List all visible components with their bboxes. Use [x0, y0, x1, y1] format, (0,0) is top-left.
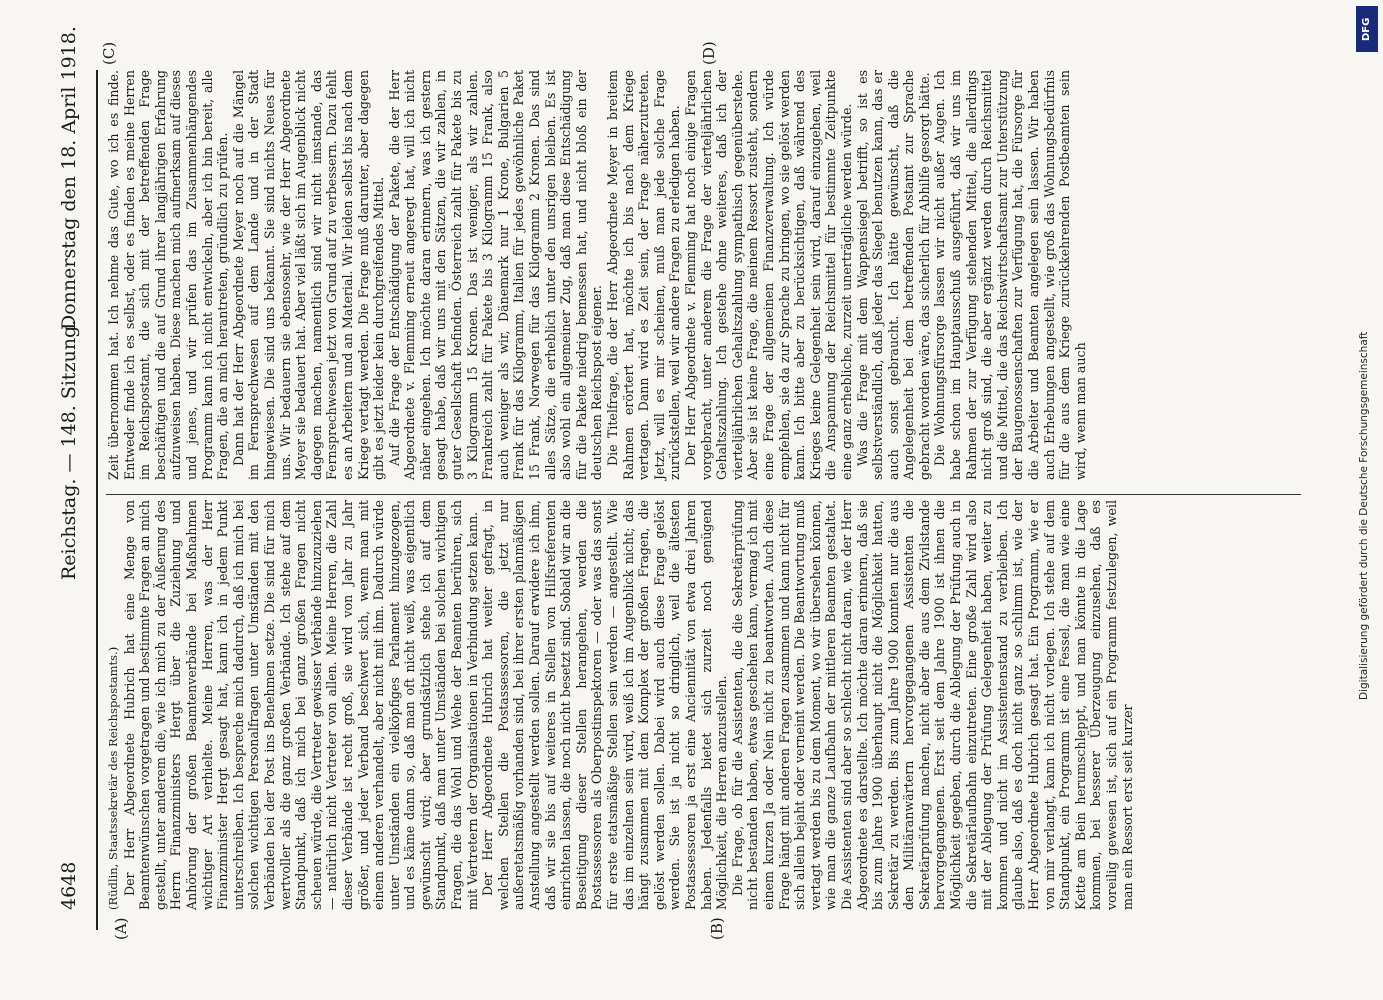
margin-marker-a: (A) — [112, 917, 130, 940]
right-text-column — [106, 70, 1306, 480]
margin-marker-b: (B) — [708, 917, 726, 940]
paragraph: Der Herr Abgeordnete Hubrich hat eine Menge von Beamtenwünschen vorgetragen und bestimmte Fragen an mich gestellt, unter anderem die, wie ich mich zu der Äußerung des Herrn Finanzministers Hergt über die Zuziehung und Anhörung der großen Beamtenverbände bei Maßnahmen wichtiger Art verhielte. Meine Herren, was der Herr Finanzminister Hergt gesagt hat, kann ich in jedem Punkt unterschreiben. Ich bespreche mich dadurch, daß ich mich bei solchen wichtigen Personalfragen unter Umständen mit den Verbänden bei der Post ins Benehmen setze. Die sind für mich wertvoller als die ganz großen Verbände. Ich stehe auf dem Standpunkt, daß ich mich bei ganz großen Fragen nicht scheuen würde, die Vertreter gewisser Verbände hinzuzuziehen — natürlich nicht Vertreter von allen. Meine Herren, die Zahl dieser Verbände ist recht groß, sie wird von Jahr zu Jahr größer, und jeder Verband beschwert sich, wenn man mit einem anderen verhandelt, aber nicht mit ihm. Dadurch würde unter Umständen ein vielköpfiges Parlament hinzugezogen, und es käme dann so, daß man oft nicht weiß, was eigentlich gewünscht wird; aber grundsätzlich stehe ich auf dem Standpunkt, daß man unter Umständen bei solchen wichtigen Fragen, die das Wohl und Wehe der Beamten berühren, sich mit Vertretern der Organisationen in Verbindung setzen kann. — [121, 500, 480, 910]
margin-marker-c: (C) — [100, 41, 118, 65]
speaker-prefix: (Rüdlin, Staatssekretär des Reichspostamts.) — [106, 646, 120, 910]
paragraph: Die Wohnungsfürsorge lassen wir nicht außer Augen. Ich habe schon im Hauptausschuß ausgeführt, daß wir uns im Rahmen der zur Verfügung stehenden Mittel, die allerdings nicht groß sind, die aber ergänzt werden durch Reichsmittel und die Mittel, die das Reichswirtschaftsamt zur Unterstützung der Baugenossenschaften zur Verfügung hat, die Fürsorge für die Arbeiter und Beamten angelegen sein lassen. Wir haben auch Erhebungen angestellt, wie groß das Wohnungsbedürfnis für die aus dem Kriege zurückkehrenden Postbeamten sein wird, wenn man auch — [932, 70, 1088, 480]
paragraph: Der Herr Abgeordnete Hubrich hat weiter gefragt, in welchen Stellen die Postassessoren, die jetzt nur außeretatsmäßig vorhanden sind, bei ihrer ersten planmäßigen Anstellung angestellt werden sollen. Darauf erwidere ich ihm, daß wir sie bis auf weiteres in Stellen von Hilfsreferenten einrichten lassen, die noch nicht besetzt sind. Sobald wir an die Beseitigung dieser Stellen herangehen, werden die Postassessoren als Oberpostinspektoren — oder was das sonst für erste etatsmäßige Stellen sein werden — angestellt. Wie das im einzelnen sein wird, weiß ich im Augenblick nicht; das hängt zusammen mit dem Komplex der großen Fragen, die gelöst werden sollen. Dabei wird auch diese Frage gelöst werden. Sie ist ja nicht so dringlich, weil die ältesten Postassessoren ja erst eine Anciennität von etwa drei Jahren haben. Jedenfalls bietet sich zurzeit noch genügend Möglichkeit, die Herren anzustellen. — [480, 500, 730, 910]
paragraph: Was die Frage mit dem Wappensiegel betrifft, so ist es selbstverständlich, daß jeder das Siegel benutzen kann, das er auch sonst gebraucht. Ich hätte gewünscht, daß die Angelegenheit bei dem betreffenden Postamt zur Sprache gebracht worden wäre, das sicherlich für Abhilfe gesorgt hätte. — [854, 70, 932, 480]
digitization-notice: Digitalisierung gefördert durch die Deutsche Forschungsgemeinschaft — [1358, 331, 1370, 700]
dfg-logo: DFG — [1356, 6, 1378, 52]
page-number: 4648 — [58, 861, 80, 910]
paragraph: Die Titelfrage, die der Herr Abgeordnete Meyer in breitem Rahmen erörtert hat, möchte ich bis nach dem Kriege vertagen. Dann wird es Zeit sein, der Frage näherzutreten. Jetzt, will es mir scheinen, muß man jede solche Frage zurückstellen, weil wir andere Fragen zu erledigen haben. — [605, 70, 683, 480]
paragraph: Dann hat der Herr Abgeordnete Meyer noch auf die Mängel im Fernsprechwesen auf dem Lande und in der Stadt hingewiesen. Die sind uns bekannt. Sie sind nichts Neues für uns. Wir bedauern sie ebensosehr, wie der Herr Abgeordnete Meyer sie bedauert hat. Aber viel läßt sich im Augenblick nicht dagegen machen, namentlich sind wir nicht imstande, das Fernsprechwesen jetzt von Grund auf zu verbessern. Dazu fehlt es an Arbeitern und an Material. Wir leiden selbst bis nach dem Kriege vertagt werden. Die Frage muß darunter, aber dagegen gibt es jetzt leider kein durchgreifendes Mittel. — [230, 70, 387, 480]
left-text-column — [106, 500, 1306, 910]
session-date: Donnerstag den 18. April 1918. — [58, 26, 80, 330]
column-divider — [106, 494, 1301, 495]
paragraph: Auf die Frage der Entschädigung der Pakete, die der Herr Abgeordnete v. Flemming erneut angeregt hat, will ich nicht näher eingehen. Ich möchte daran erinnern, was ich gestern gesagt habe, daß wir uns mit den Sätzen, die wir zahlen, in guter Gesellschaft befinden. Österreich zahlt für Pakete bis zu 3 Kilogramm 15 Kronen. Das ist weniger, als wir zahlen. Frankreich zahlt für Pakete bis 3 Kilogramm 15 Frank, also auch weniger als wir, Dänemark nur 1 Krone, Bulgarien 5 Frank für das Kilogramm, Italien für jedes gewöhnliche Paket 15 Frank, Norwegen für das Kilogramm 2 Kronen. Das sind alles Sätze, die erheblich unter den unsrigen bleiben. Es ist also wohl ein allgemeiner Zug, daß man diese Entschädigung für die Pakete niedrig bemessen hat, und nicht bloß ein der deutschen Reichspost eigener. — [386, 70, 605, 480]
paragraph: Der Herr Abgeordnete v. Flemming hat noch einige Fragen vorgebracht, unter anderem die Frage der vierteljährlichen Gehaltszahlung. Ich gestehe ohne weiteres, daß ich der vierteljährlichen Gehaltszahlung sympathisch gegenüberstehe. Aber sie ist keine Frage, die meinem Ressort zusteht, sondern eine Frage der allgemeinen Finanzverwaltung. Ich würde empfehlen, sie da zur Sprache zu bringen, wo sie gelöst werden kann. Ich bitte aber zu berücksichtigen, daß während des Krieges keine Gelegenheit sein wird, darauf einzugehen, weil die Anspannung der Reichsmittel für bestimmte Zeitpunkte eine ganz erhebliche, zurzeit unerträgliche werden würde. — [682, 70, 854, 480]
paragraph: Die Frage, ob für die Assistenten, die die Sekretärprüfung nicht bestanden haben, etwas geschehen kann, vermag ich mit einem kurzen Ja oder Nein nicht zu beantworten. Auch diese Frage hängt mit anderen Fragen zusammen und kann nicht für sich allein bejaht oder verneint werden. Die Beantwortung muß vertagt werden bis zu dem Moment, wo wir übersehen können, wie man die ganze Laufbahn der mittleren Beamten gestaltet. Die Assistenten sind aber so schlecht nicht daran, wie der Herr Abgeordnete es darstellte. Ich möchte daran erinnern, daß sie bis zum Jahre 1900 überhaupt nicht die Möglichkeit hatten, Sekretär zu werden. Bis zum Jahre 1900 konnten nur die aus den Militäranwärtern hervorgegangenen Assistenten die Sekretärprüfung machen, nicht aber die aus dem Zivilstande hervorgegangenen. Erst seit dem Jahre 1900 ist ihnen die Möglichkeit gegeben, durch die Ablegung der Prüfung auch in die Sekretärlaufbahn einzutreten. Eine große Zahl wird also mit der Ablegung der Prüfung Gelegenheit haben, weiter zu kommen und nicht im Assistentenstand zu verbleiben. Ich glaube also, daß es doch nicht ganz so schlimm ist, wie der Herr Abgeordnete Hubrich gesagt hat. Ein Programm, wie er von mir verlangt, kann ich nicht vorlegen. Ich stehe auf dem Standpunkt, ein Programm ist eine Fessel, die man wie eine Kette am Bein herumschleppt, und man könnte in die Lage kommen, bei besserer Überzeugung einzusehen, daß es voreilig gewesen ist, sich auf ein Programm festzulegen, weil man ein Ressort erst seit kurzer — [729, 500, 1135, 910]
margin-marker-d: (D) — [700, 41, 718, 65]
header-rule — [96, 70, 98, 930]
paragraph: Zeit übernommen hat. Ich nehme das Gute, wo ich es finde. Entweder finde ich es selbst, oder es finden es meine Herren im Reichspostamt, die sich mit der betreffenden Frage beschäftigen und die auf Grund ihrer langjährigen Erfahrung aufzuweisen haben. Diese machen mich aufmerksam auf dieses und jenes, und wir prüfen das im Zusammenhängendes Programm kann ich nicht entwickeln, aber ich bin bereit, alle Fragen, die an mich herantreten, gründlich zu prüfen. — [106, 70, 231, 480]
session-title: Reichstag. — 148. Sitzung. — [58, 319, 80, 580]
